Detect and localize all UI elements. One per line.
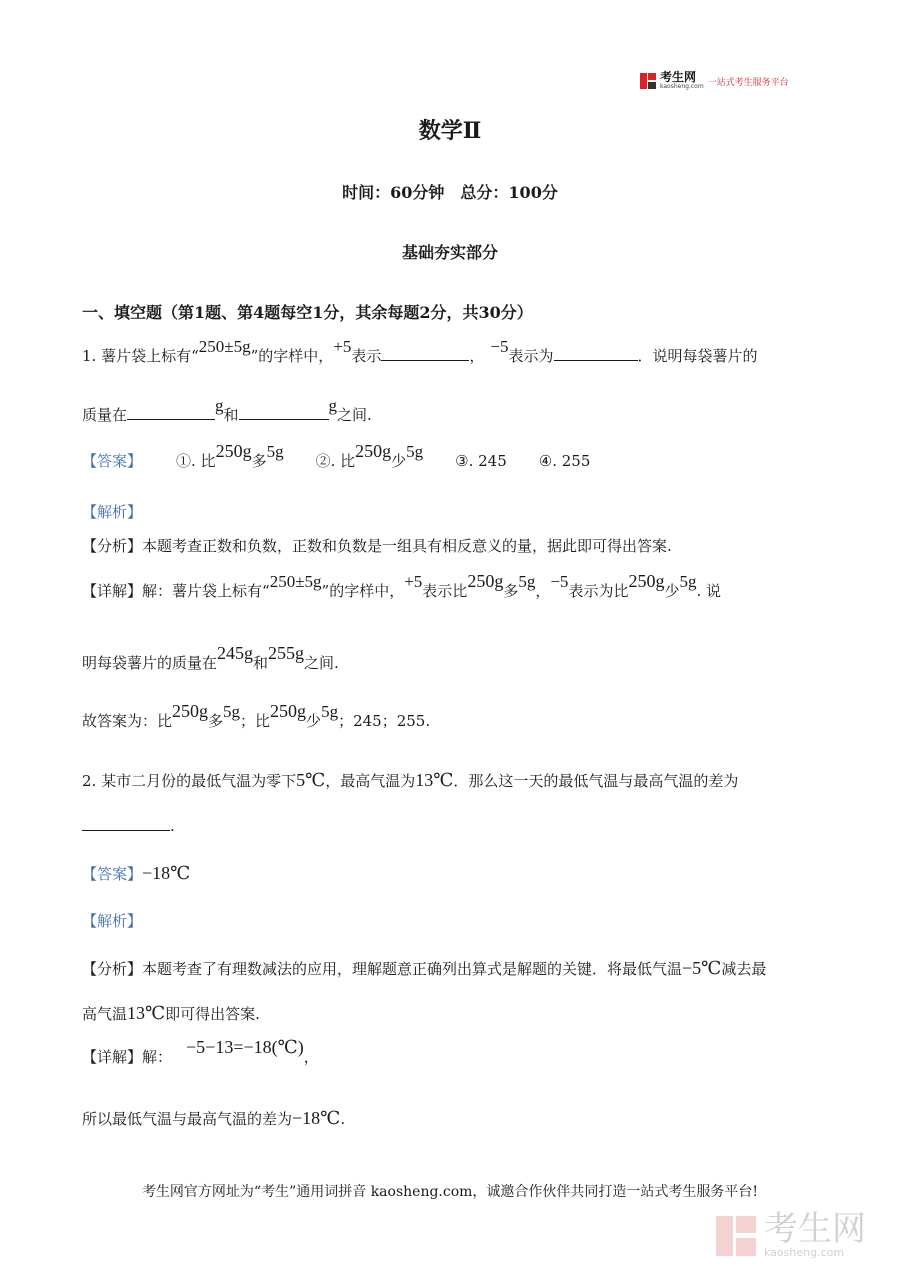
q1-answer: 【答案】 ①. 比 250g 多 5g ②. 比 250g 少 5g ③. 245 ④. 255 (82, 441, 591, 470)
q1-fenxi: 【分析】本题考查正数和负数，正数和负数是一组具有相反意义的量，据此即可得出答案. (82, 537, 672, 555)
q1-line-2: 质量在 g 和 g 之间. (82, 396, 372, 424)
q1-xiangjie-2: 明每袋薯片的质量在 245g 和 255g 之间. (82, 643, 339, 672)
answer-blank[interactable] (239, 405, 329, 420)
part-heading: 一、填空题（第1题、第4题每空1分，其余每题2分，共30分） (82, 303, 533, 322)
logo-tagline: 一站式考生服务平台 (707, 77, 789, 88)
q1-conclusion: 故答案为：比 250g 多 5g ；比 250g 少 5g ；245；255. (82, 701, 431, 730)
q2-line-2: . (82, 816, 175, 835)
header-logo (640, 72, 789, 93)
page-title: 数学Ⅱ (418, 118, 482, 144)
q2-fenxi: 【分析】 本题考查了有理数减法的应用，理解题意正确列出算式是解题的关键．将最低气温 −5℃ 减去最 (82, 958, 767, 978)
footer-watermark (716, 1209, 866, 1259)
answer-label: 【答案】 (82, 452, 143, 470)
q2-answer: 【答案】 −18℃ (82, 863, 191, 883)
q1-xiangjie: 【详解】 解：薯片袋上标有“ 250±5g ”的字样中， +5 表示比 250g 多 5g ， −5 表示为比 250g 少 5g . 说 (82, 571, 722, 600)
footer-text: 考生网官方网址为“考生”通用词拼音 kaosheng.com，诚邀合作伙伴共同打造一站式考生服务平台! (141, 1184, 759, 1200)
q2-xiangjie: 【详解】 解： −5−13=−18(℃) ， (82, 1037, 319, 1066)
answer-blank[interactable] (127, 405, 215, 420)
kaosheng-logo-icon (640, 73, 656, 89)
exam-info: 时间：60分钟 总分：100分 (342, 183, 558, 202)
kaosheng-watermark-icon (716, 1216, 756, 1256)
logo-text: 考生网 (660, 70, 697, 84)
analysis-label: 【解析】 (82, 503, 143, 521)
analysis-label: 【解析】 (82, 912, 143, 930)
watermark-text: 考生网 (764, 1209, 866, 1249)
answer-blank[interactable] (381, 346, 469, 361)
answer-blank[interactable] (554, 346, 638, 361)
q2-fenxi-2: 高气温 13℃ 即可得出答案. (82, 1003, 260, 1023)
q1-line-1: 1. 薯片袋上标有“ 250±5g ”的字样中， +5 表示 ， −5 表示为 ．说明每袋薯片的 (82, 337, 758, 365)
section-title: 基础夯实部分 (401, 243, 498, 262)
answer-blank[interactable] (82, 816, 170, 831)
answer-label: 【答案】 (82, 865, 143, 883)
q2-conclusion: 所以最低气温与最高气温的差为 −18℃ . (82, 1108, 346, 1128)
logo-url: kaosheng.com (660, 83, 704, 90)
q2-line-1: 2. 某市二月份的最低气温为零下 5℃ ，最高气温为 13℃ ．那么这一天的最低气温与最高气温的差为 (82, 770, 739, 790)
watermark-url: kaosheng.com (764, 1246, 845, 1259)
